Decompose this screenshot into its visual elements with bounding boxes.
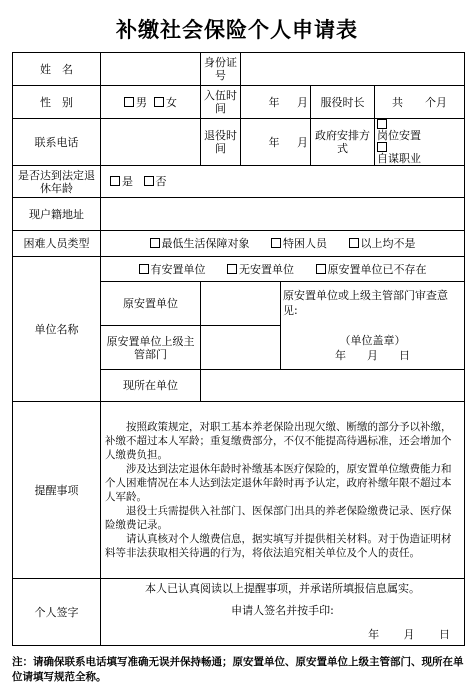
job-placement-checkbox[interactable]: [377, 119, 387, 129]
min-living-label: 最低生活保障对象: [161, 237, 250, 250]
retirement-age-label: 是否达到法定退休年龄: [13, 166, 101, 198]
review-opinion-cell[interactable]: [281, 282, 465, 370]
male-checkbox[interactable]: [124, 97, 134, 107]
reminder-paragraph: 按照政策规定，对职工基本养老保险出现欠缴、断缴的部分予以补缴，补缴不超过本人军龄；重复缴费部分，不仅不能提高待遇标准，还会增加个人缴费负担。: [105, 421, 452, 461]
extreme-poverty-checkbox[interactable]: [271, 238, 281, 248]
gender-label: 性 别: [13, 86, 101, 119]
reminder-paragraph: 请认真核对个人缴费信息，据实填写并提供相关材料。对于伪造证明材料等非法获取相关待遇的行为，将依法追究相关单位及个人的责任。: [105, 533, 452, 559]
no-unit-label: 无安置单位: [239, 262, 295, 276]
self-employed-label: 自谋职业: [377, 152, 421, 165]
extreme-poverty-label: 特困人员: [283, 237, 328, 250]
gender-options: [101, 86, 201, 119]
male-label: 男: [136, 95, 147, 109]
min-living-checkbox[interactable]: [150, 238, 160, 248]
hardship-type-label: 困难人员类型: [13, 231, 101, 257]
retirement-no-label: 否: [155, 175, 167, 188]
orig-unit-supervisor-field[interactable]: [201, 326, 281, 370]
sign-year-unit: 年: [368, 628, 380, 641]
phone-field[interactable]: [101, 119, 201, 166]
self-employed-checkbox[interactable]: [377, 142, 387, 152]
retirement-yes-checkbox[interactable]: [110, 176, 120, 186]
unit-name-label: 单位名称: [13, 257, 101, 402]
job-placement-label: 岗位安置: [377, 129, 421, 142]
hardship-options: [101, 231, 465, 257]
unit-gone-label: 原安置单位已不存在: [327, 262, 427, 276]
unit-gone-checkbox[interactable]: [316, 264, 326, 274]
has-unit-label: 有安置单位: [150, 262, 206, 276]
sign-day-unit: 日: [439, 628, 451, 641]
no-unit-checkbox[interactable]: [227, 264, 237, 274]
reminders-content: [101, 402, 465, 579]
discharge-month-unit: 月: [297, 135, 308, 149]
review-year-unit: 年: [335, 349, 347, 362]
name-field[interactable]: [101, 53, 201, 86]
service-length-field[interactable]: 共 个月: [375, 86, 465, 119]
reminder-paragraph: 涉及达到法定退休年龄时补缴基本医疗保险的，原安置单位缴费能力和个人困难情况在本人达到法定退休年龄时再予认定，政府补缴年限不超过本人军龄。: [105, 463, 452, 503]
orig-unit-supervisor-label: 原安置单位上级主管部门: [101, 326, 201, 370]
discharge-year-unit: 年: [268, 135, 280, 149]
sign-prompt: 申请人签名并按手印:: [231, 604, 334, 617]
discharge-time-field[interactable]: [241, 119, 311, 166]
review-day-unit: 日: [399, 349, 410, 362]
application-form-table: [12, 52, 465, 646]
review-opinion-label: 原安置单位或上级主管部门审查意见:: [283, 289, 448, 317]
discharge-time-label: 退役时间: [201, 119, 241, 166]
none-of-above-label: 以上均不是: [360, 237, 416, 250]
declaration-text: 本人已认真阅读以上提醒事项，并承诺所填报信息属实。: [145, 582, 421, 595]
retirement-yes-label: 是: [122, 175, 133, 188]
form-title: 补缴社会保险个人申请表: [116, 18, 358, 42]
current-unit-label: 现所在单位: [101, 370, 201, 402]
household-field[interactable]: [101, 198, 465, 231]
placement-options: [375, 119, 465, 166]
signature-date: [105, 627, 460, 643]
orig-unit-field[interactable]: [201, 282, 281, 326]
review-month-unit: 月: [367, 349, 379, 362]
phone-label: 联系电话: [13, 119, 101, 166]
enlist-time-field[interactable]: [241, 86, 311, 119]
service-length-label: 服役时长: [311, 86, 375, 119]
has-unit-checkbox[interactable]: [139, 264, 149, 274]
current-unit-field[interactable]: [201, 370, 465, 402]
id-number-label: 身份证号: [201, 53, 241, 86]
review-date: [283, 349, 462, 362]
enlist-year-unit: 年: [268, 95, 280, 109]
household-label: 现户籍地址: [13, 198, 101, 231]
reminders-label: 提醒事项: [13, 402, 101, 579]
retirement-options: [101, 166, 465, 198]
footnote: 注：请确保联系电话填写准确无误并保持畅通；原安置单位、原安置单位上级主管部门、现所在单位请填写规范全称。: [12, 656, 464, 683]
none-of-above-checkbox[interactable]: [349, 238, 359, 248]
id-number-field[interactable]: [241, 53, 465, 86]
enlist-month-unit: 月: [297, 95, 308, 109]
enlist-time-label: 入伍时间: [201, 86, 241, 119]
female-checkbox[interactable]: [154, 97, 164, 107]
signature-cell[interactable]: [101, 579, 465, 646]
name-label: 姓 名: [13, 53, 101, 86]
signature-label: 个人签字: [13, 579, 101, 646]
gov-placement-label: 政府安排方式: [311, 119, 375, 166]
retirement-no-checkbox[interactable]: [144, 176, 154, 186]
sign-month-unit: 月: [403, 628, 415, 641]
reminder-paragraph: 退役士兵需提供入社部门、医保部门出具的养老保险缴费记录、医疗保险缴费记录。: [105, 505, 452, 531]
unit-seal-label: （单位盖章）: [339, 334, 406, 347]
orig-unit-label: 原安置单位: [101, 282, 201, 326]
unit-status-options: [101, 257, 465, 282]
female-label: 女: [166, 95, 177, 109]
